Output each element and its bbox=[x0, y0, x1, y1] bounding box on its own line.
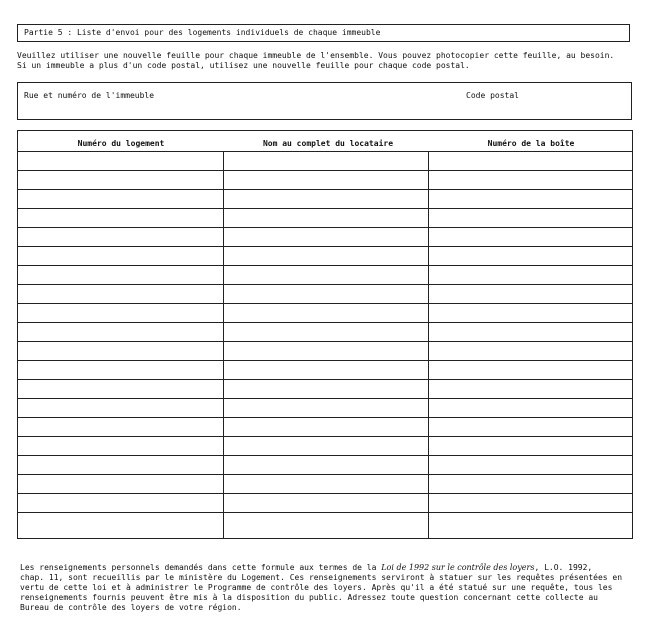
table-row-line bbox=[18, 398, 632, 399]
table-row-line bbox=[18, 322, 632, 323]
law-title: Loi de 1992 sur le contrôle des loyers bbox=[381, 563, 535, 572]
table-row-line bbox=[18, 417, 632, 418]
table-row-line bbox=[18, 455, 632, 456]
postal-code-label: Code postal bbox=[466, 91, 519, 100]
table-row-line bbox=[18, 265, 632, 266]
column-header-mailbox-number: Numéro de la boîte bbox=[487, 139, 575, 148]
column-header-tenant-name: Nom au complet du locataire bbox=[262, 139, 394, 148]
part-title: Partie 5 : Liste d'envoi pour des logements individuels de chaque immeuble bbox=[24, 28, 381, 37]
table-row-line bbox=[18, 303, 632, 304]
notice-line: chap. 11, sont recueillis par le ministère du Logement. Ces renseignements serviront à statuer sur les requêtes présentées en bbox=[20, 573, 623, 582]
table-row-line bbox=[18, 341, 632, 342]
notice-line: Bureau de contrôle des loyers de votre région. bbox=[20, 603, 242, 612]
unit-mailing-table bbox=[17, 130, 633, 539]
column-divider bbox=[223, 151, 224, 538]
table-row-line bbox=[18, 493, 632, 494]
instruction-line: Veuillez utiliser une nouvelle feuille pour chaque immeuble de l'ensemble. Vous pouvez photocopier cette feuille, au besoin. bbox=[17, 51, 615, 60]
table-row-line bbox=[18, 151, 632, 152]
building-address-field[interactable] bbox=[17, 82, 632, 120]
table-row-line bbox=[18, 474, 632, 475]
table-row-line bbox=[18, 246, 632, 247]
part-header bbox=[17, 24, 630, 42]
table-row-line bbox=[18, 208, 632, 209]
table-row-line bbox=[18, 189, 632, 190]
table-row-line bbox=[18, 227, 632, 228]
column-header-unit-number: Numéro du logement bbox=[77, 139, 165, 148]
table-row-line bbox=[18, 360, 632, 361]
table-row-line bbox=[18, 512, 632, 513]
column-divider bbox=[428, 151, 429, 538]
instruction-line: Si un immeuble a plus d'un code postal, utilisez une nouvelle feuille pour chaque code postal. bbox=[17, 61, 470, 70]
notice-line: vertu de cette loi et à administrer le Programme de contrôle des loyers. Après qu'il a été statué sur une requête, tous les bbox=[20, 583, 613, 592]
street-label: Rue et numéro de l'immeuble bbox=[24, 91, 155, 100]
table-row-line bbox=[18, 379, 632, 380]
instructions bbox=[17, 51, 637, 71]
table-row-line bbox=[18, 170, 632, 171]
notice-line: renseignements fournis peuvent être mis à la disposition du public. Adressez toute question concernant cette collecte au bbox=[20, 593, 598, 602]
privacy-notice bbox=[20, 563, 645, 613]
table-row-line bbox=[18, 436, 632, 437]
table-row-line bbox=[18, 284, 632, 285]
notice-line: Les renseignements personnels demandés dans cette formule aux termes de la Loi de 1992 sur le contrôle des loyers, L.O. 1992, bbox=[20, 563, 593, 572]
